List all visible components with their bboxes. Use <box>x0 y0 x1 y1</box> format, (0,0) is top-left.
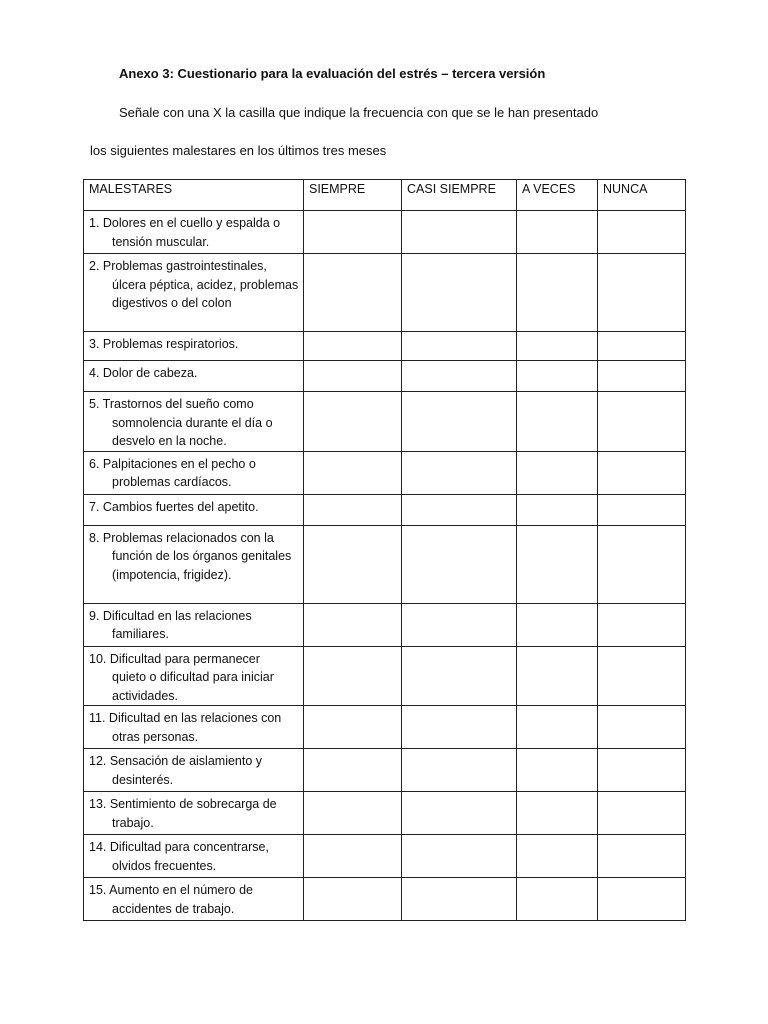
answer-cell-a-veces[interactable] <box>517 706 598 749</box>
symptom-label-continued: olvidos frecuentes. <box>112 858 217 873</box>
answer-cell-nunca[interactable] <box>598 392 686 452</box>
symptom-label: 10. Dificultad para permanecer <box>89 651 260 666</box>
symptom-label-continued: úlcera péptica, acidez, problemas digestivos o del colon <box>112 277 299 310</box>
answer-cell-nunca[interactable] <box>598 525 686 603</box>
answer-cell-a-veces[interactable] <box>517 835 598 878</box>
symptom-label-continued: otras personas. <box>112 729 199 744</box>
header-casi-siempre: CASI SIEMPRE <box>402 180 517 211</box>
table-row <box>84 392 686 452</box>
table-row <box>84 451 686 494</box>
answer-cell-a-veces[interactable] <box>517 392 598 452</box>
table-row <box>84 211 686 254</box>
table-row <box>84 835 686 878</box>
symptom-cell <box>84 254 304 332</box>
symptom-label: 5. Trastornos del sueño como <box>89 397 254 411</box>
symptom-cell <box>84 706 304 749</box>
answer-cell-a-veces[interactable] <box>517 211 598 254</box>
symptom-label: 11. Dificultad en las relaciones con <box>89 711 282 725</box>
symptom-label-continued: función de los órganos genitales (impotencia, frigidez). <box>112 549 292 582</box>
answer-cell-a-veces[interactable] <box>517 451 598 494</box>
symptom-label: 7. Cambios fuertes del apetito. <box>89 499 259 514</box>
answer-cell-nunca[interactable] <box>598 603 686 646</box>
answer-cell-nunca[interactable] <box>598 835 686 878</box>
stress-questionnaire-table <box>83 179 686 921</box>
symptom-cell <box>84 392 304 452</box>
symptom-cell <box>84 211 304 254</box>
answer-cell-a-veces[interactable] <box>517 525 598 603</box>
answer-cell-nunca[interactable] <box>598 361 686 392</box>
symptom-label-continued: accidentes de trabajo. <box>112 901 235 916</box>
answer-cell-casi-siempre[interactable] <box>402 361 517 392</box>
answer-cell-nunca[interactable] <box>598 646 686 706</box>
table-row <box>84 646 686 706</box>
answer-cell-a-veces[interactable] <box>517 332 598 361</box>
symptom-label-continued: desinterés. <box>112 772 174 787</box>
answer-cell-siempre[interactable] <box>304 878 402 921</box>
answer-cell-casi-siempre[interactable] <box>402 392 517 452</box>
symptom-cell <box>84 792 304 835</box>
instruction-line-2: los siguientes malestares en los últimos tres meses <box>90 143 387 158</box>
symptom-label: 12. Sensación de aislamiento y <box>89 754 263 768</box>
answer-cell-casi-siempre[interactable] <box>402 451 517 494</box>
header-malestares: MALESTARES <box>84 180 304 211</box>
table-row <box>84 494 686 525</box>
answer-cell-a-veces[interactable] <box>517 878 598 921</box>
answer-cell-nunca[interactable] <box>598 792 686 835</box>
symptom-label: 2. Problemas gastrointestinales, <box>89 259 267 273</box>
symptom-cell <box>84 878 304 921</box>
symptom-label-continued: familiares. <box>112 627 169 641</box>
symptom-cell <box>84 835 304 878</box>
table-row <box>84 878 686 921</box>
table-row <box>84 603 686 646</box>
symptom-cell <box>84 332 304 361</box>
header-a-veces: A VECES <box>517 180 598 211</box>
answer-cell-a-veces[interactable] <box>517 361 598 392</box>
instruction-line-1: Señale con una X la casilla que indique la frecuencia con que se le han presentado <box>119 105 599 120</box>
table-row <box>84 525 686 603</box>
symptom-cell <box>84 361 304 392</box>
answer-cell-siempre[interactable] <box>304 451 402 494</box>
symptom-label-continued: quieto o dificultad para iniciar actividades. <box>112 670 274 703</box>
answer-cell-siempre[interactable] <box>304 392 402 452</box>
answer-cell-casi-siempre[interactable] <box>402 835 517 878</box>
symptom-cell <box>84 494 304 525</box>
answer-cell-a-veces[interactable] <box>517 254 598 332</box>
symptom-label-continued: tensión muscular. <box>112 234 210 249</box>
answer-cell-siempre[interactable] <box>304 749 402 792</box>
answer-cell-nunca[interactable] <box>598 254 686 332</box>
answer-cell-casi-siempre[interactable] <box>402 603 517 646</box>
symptom-label: 9. Dificultad en las relaciones <box>89 608 252 623</box>
answer-cell-siempre[interactable] <box>304 646 402 706</box>
symptom-label: 15. Aumento en el número de <box>89 883 254 897</box>
answer-cell-nunca[interactable] <box>598 749 686 792</box>
answer-cell-siempre[interactable] <box>304 332 402 361</box>
symptom-label: 4. Dolor de cabeza. <box>89 366 198 380</box>
answer-cell-siempre[interactable] <box>304 211 402 254</box>
symptom-label: 13. Sentimiento de sobrecarga de <box>89 797 277 811</box>
answer-cell-casi-siempre[interactable] <box>402 792 517 835</box>
answer-cell-casi-siempre[interactable] <box>402 254 517 332</box>
answer-cell-nunca[interactable] <box>598 332 686 361</box>
answer-cell-siempre[interactable] <box>304 494 402 525</box>
header-nunca: NUNCA <box>598 180 686 211</box>
symptom-label-continued: trabajo. <box>112 815 154 830</box>
answer-cell-casi-siempre[interactable] <box>402 706 517 749</box>
answer-cell-casi-siempre[interactable] <box>402 211 517 254</box>
symptom-label: 8. Problemas relacionados con la <box>89 530 274 545</box>
answer-cell-siempre[interactable] <box>304 792 402 835</box>
table-header-row <box>84 180 686 211</box>
header-siempre: SIEMPRE <box>304 180 402 211</box>
symptom-cell <box>84 646 304 706</box>
symptom-label: 1. Dolores en el cuello y espalda o <box>89 216 281 230</box>
document-title: Anexo 3: Cuestionario para la evaluación del estrés – tercera versión <box>119 66 546 81</box>
answer-cell-siempre[interactable] <box>304 525 402 603</box>
answer-cell-a-veces[interactable] <box>517 646 598 706</box>
answer-cell-siempre[interactable] <box>304 361 402 392</box>
symptom-cell <box>84 603 304 646</box>
answer-cell-nunca[interactable] <box>598 878 686 921</box>
table-row <box>84 361 686 392</box>
answer-cell-nunca[interactable] <box>598 706 686 749</box>
symptom-cell <box>84 451 304 494</box>
answer-cell-a-veces[interactable] <box>517 603 598 646</box>
symptom-label: 6. Palpitaciones en el pecho o <box>89 456 256 471</box>
symptom-label: 3. Problemas respiratorios. <box>89 337 239 351</box>
table-body <box>84 211 686 921</box>
answer-cell-a-veces[interactable] <box>517 494 598 525</box>
symptom-cell <box>84 525 304 603</box>
answer-cell-casi-siempre[interactable] <box>402 494 517 525</box>
answer-cell-siempre[interactable] <box>304 254 402 332</box>
answer-cell-casi-siempre[interactable] <box>402 525 517 603</box>
answer-cell-nunca[interactable] <box>598 211 686 254</box>
answer-cell-siempre[interactable] <box>304 603 402 646</box>
answer-cell-casi-siempre[interactable] <box>402 332 517 361</box>
table-row <box>84 749 686 792</box>
symptom-label-continued: problemas cardíacos. <box>112 475 232 489</box>
answer-cell-siempre[interactable] <box>304 706 402 749</box>
answer-cell-a-veces[interactable] <box>517 792 598 835</box>
symptom-cell <box>84 749 304 792</box>
answer-cell-siempre[interactable] <box>304 835 402 878</box>
table-row <box>84 706 686 749</box>
table-row <box>84 792 686 835</box>
symptom-label: 14. Dificultad para concentrarse, <box>89 840 269 854</box>
answer-cell-casi-siempre[interactable] <box>402 646 517 706</box>
table-row <box>84 254 686 332</box>
table-row <box>84 332 686 361</box>
answer-cell-a-veces[interactable] <box>517 749 598 792</box>
answer-cell-casi-siempre[interactable] <box>402 749 517 792</box>
answer-cell-nunca[interactable] <box>598 494 686 525</box>
symptom-label-continued: somnolencia durante el día o desvelo en la noche. <box>112 415 273 448</box>
answer-cell-nunca[interactable] <box>598 451 686 494</box>
answer-cell-casi-siempre[interactable] <box>402 878 517 921</box>
